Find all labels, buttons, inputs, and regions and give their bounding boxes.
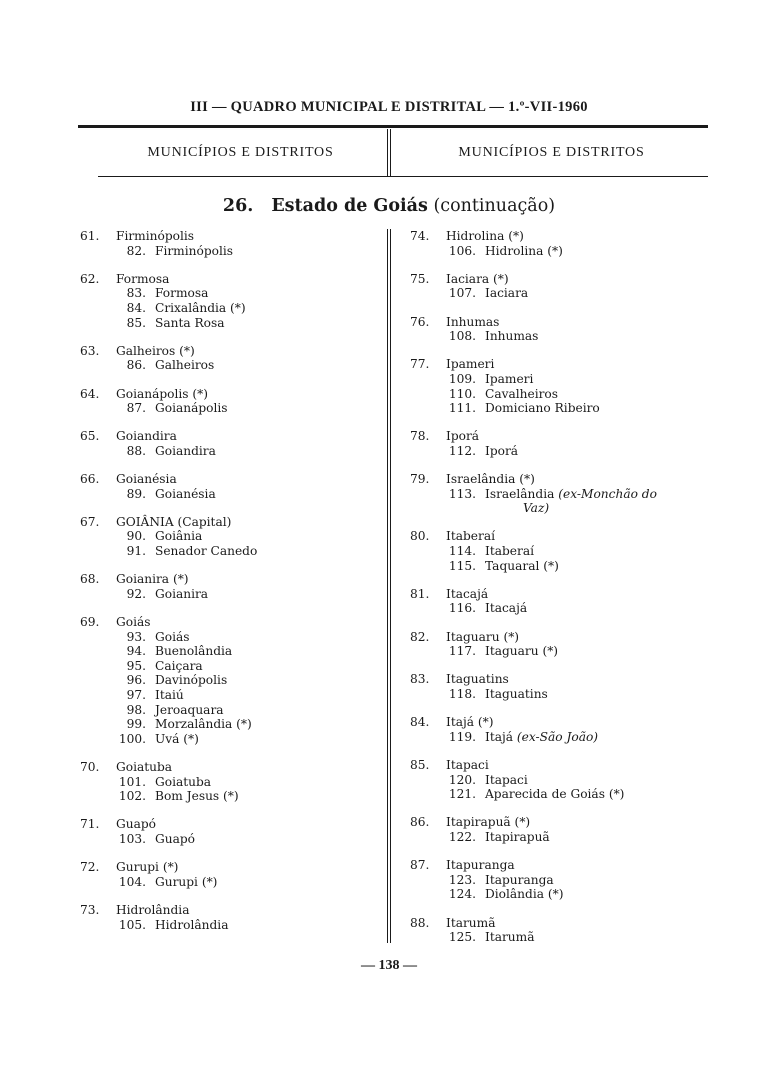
district-row [80,703,380,718]
district-name: Aparecida de Goiás (*) [485,787,625,802]
district-row [410,687,715,702]
district-row [410,773,715,788]
district-name: Morzalândia (*) [155,717,252,732]
municipality-name: Itaguatins [446,672,509,687]
municipality-row [80,903,380,918]
municipality-row [410,529,715,544]
district-number: 88. [126,443,146,458]
municipality-row [80,429,380,444]
column-divider [387,229,391,943]
district-name: Gurupi (*) [155,874,218,889]
district-name: Goiás [155,629,190,644]
municipality-number: 77. [410,357,430,372]
left-column-header: MUNICÍPIOS E DISTRITOS [147,145,334,160]
district-row [80,659,380,674]
district-note: (ex-São João) [516,729,599,744]
district-name: Goiânia [155,529,203,544]
district-number: 116. [448,601,476,616]
district-number: 100. [118,731,146,746]
municipality-number: 67. [80,514,100,529]
municipality-number: 75. [410,271,430,286]
municipality-name: Itaberaí [446,529,495,544]
page-number: — 138 — [361,958,417,973]
municipality-name: Hidrolina (*) [446,229,524,243]
municipality-row [410,229,715,244]
district-name: Davinópolis [155,673,228,688]
municipality-number: 76. [410,314,430,329]
municipality-name: Iaciara (*) [446,271,509,286]
district-row [80,688,380,703]
district-name: Goianésia [155,486,216,501]
municipality-row [410,630,715,645]
district-name: Itacajá [485,601,528,616]
district-number: 103. [118,831,146,846]
municipality-row [410,715,715,730]
municipality-row [410,315,715,330]
municipality-entry [410,472,715,516]
municipality-name: Gurupi (*) [116,860,179,875]
district-row [410,644,715,659]
district-number: 109. [448,371,476,386]
municipality-name: Iporá [446,429,480,444]
municipality-row [80,615,380,630]
municipality-name: Firminópolis [116,229,195,243]
municipality-entry [80,615,380,746]
district-row [80,875,380,890]
municipality-row [80,817,380,832]
municipality-name: GOIÂNIA (Capital) [116,514,232,529]
district-row [410,930,715,945]
municipality-number: 68. [80,572,100,587]
municipality-entry [80,472,380,501]
district-name: Firminópolis [155,243,234,258]
district-number: 84. [126,300,146,315]
district-row [410,873,715,888]
district-number: 107. [448,286,476,301]
district-name: Crixalândia (*) [155,300,246,315]
municipality-number: 63. [80,343,100,358]
district-name: Goiatuba [155,774,212,789]
district-name: Jeroaquara [155,702,224,717]
district-number: 112. [448,443,476,458]
district-row [80,673,380,688]
district-name: Diolândia (*) [485,887,564,902]
municipality-number: 80. [410,529,430,544]
municipality-entry [410,630,715,659]
district-name: Itarumã [485,930,535,945]
municipality-name: Itajá (*) [446,715,494,730]
municipality-row [80,760,380,775]
municipality-number: 87. [410,858,430,873]
municipality-row [410,916,715,931]
municipality-number: 71. [80,817,100,832]
municipality-name: Inhumas [446,314,500,329]
district-row [410,544,715,559]
district-number: 124. [448,887,476,902]
district-note-continuation: Vaz) [523,501,550,516]
municipality-name: Goianira (*) [116,572,189,587]
district-name: Inhumas [485,329,539,344]
municipality-row [410,758,715,773]
municipality-row [410,815,715,830]
district-name: Goianira [155,586,209,601]
municipality-row [80,572,380,587]
municipality-name: Hidrolândia [116,902,190,917]
municipality-row [410,672,715,687]
district-name: Bom Jesus (*) [155,789,239,804]
municipality-entry [410,529,715,573]
district-number: 83. [126,286,146,301]
district-name: Iporá [485,443,519,458]
district-name: Santa Rosa [155,315,225,330]
district-name: Guapó [155,831,195,846]
district-number: 108. [448,329,476,344]
municipality-entry [410,587,715,616]
municipality-entry [80,515,380,559]
municipality-name: Goiandira [116,429,177,444]
municipality-number: 69. [80,615,100,630]
district-number: 125. [448,930,476,945]
district-number: 118. [448,687,476,701]
municipality-number: 65. [80,429,100,444]
district-number: 115. [448,558,476,573]
municipality-name: Itapirapuã (*) [446,815,531,830]
district-number: 117. [448,644,476,659]
municipality-number: 61. [80,229,100,243]
district-row [80,487,380,502]
header-bottom-rule [98,176,708,177]
municipality-entry [410,429,715,458]
municipality-row [410,429,715,444]
district-row [80,775,380,790]
district-row [410,887,715,902]
section-title [0,196,778,216]
municipality-entry [80,860,380,889]
district-row [410,487,715,502]
district-row [80,717,380,732]
district-number: 114. [448,544,476,559]
district-name: Itapaci [485,772,528,787]
district-note: (ex-Monchão do [558,486,657,501]
district-row [410,372,715,387]
municipality-entry [410,815,715,844]
municipality-name: Goiatuba [116,759,173,774]
district-number: 101. [118,774,146,789]
municipality-entry [410,315,715,344]
district-row [410,730,715,745]
municipality-row [410,858,715,873]
district-number: 111. [448,401,476,416]
municipality-row [80,272,380,287]
district-number: 122. [448,829,476,844]
district-number: 102. [118,789,146,804]
municipality-row [80,387,380,402]
municipality-row [410,472,715,487]
municipality-number: 70. [80,759,100,774]
district-row [80,244,380,259]
district-row [80,316,380,331]
district-row [410,830,715,845]
district-name: Taquaral (*) [485,558,559,573]
district-number: 92. [126,586,146,601]
district-name: Israelândia [485,486,555,501]
municipality-name: Itarumã [446,915,496,930]
district-row [80,587,380,602]
municipality-row [80,229,380,244]
section-note: (continuação) [433,196,556,216]
district-name: Domiciano Ribeiro [485,401,600,416]
district-number: 105. [118,917,146,932]
municipality-number: 79. [410,472,430,487]
municipality-entry [410,715,715,744]
district-number: 119. [448,729,476,744]
right-column [410,229,715,958]
header-rule [78,125,708,128]
district-row [80,286,380,301]
left-column [80,229,380,946]
municipality-number: 86. [410,815,430,830]
district-name: Iaciara [485,286,529,301]
section-state: Estado de Goiás [271,196,428,216]
municipality-number: 84. [410,715,430,730]
district-number: 85. [126,315,146,330]
district-number: 89. [126,486,146,501]
municipality-entry [80,760,380,804]
municipality-number: 62. [80,271,100,286]
district-name: Uvá (*) [155,731,199,746]
district-number: 96. [126,673,146,688]
municipality-row [80,515,380,530]
municipality-entry [80,429,380,458]
district-name: Formosa [155,286,209,301]
district-number: 93. [126,629,146,644]
district-row [410,787,715,802]
municipality-number: 64. [80,386,100,401]
municipality-number: 83. [410,672,430,687]
right-column-header: MUNICÍPIOS E DISTRITOS [458,145,645,160]
municipality-number: 74. [410,229,430,243]
district-row [410,329,715,344]
district-name: Itaiú [155,688,184,702]
district-row [80,401,380,416]
municipality-entry [80,344,380,373]
municipality-name: Itaguaru (*) [446,629,520,644]
district-name: Senador Canedo [155,544,258,559]
municipality-entry [80,272,380,330]
running-title: III — QUADRO MUNICIPAL E DISTRITAL — 1.º-VII-1960 [190,99,588,115]
municipality-entry [410,672,715,701]
district-name: Itajá [485,729,514,744]
municipality-name: Guapó [116,817,156,832]
municipality-number: 82. [410,629,430,644]
district-name: Goiandira [155,443,216,458]
district-row [410,559,715,574]
municipality-name: Ipameri [446,357,495,372]
district-row [410,444,715,459]
municipality-name: Formosa [116,271,170,286]
district-number: 123. [448,872,476,887]
municipality-number: 78. [410,429,430,444]
district-name: Itapuranga [485,872,554,887]
municipality-name: Galheiros (*) [116,343,195,358]
municipality-number: 72. [80,860,100,875]
municipality-row [410,357,715,372]
district-number: 91. [126,544,146,559]
municipality-entry [80,572,380,601]
district-number: 113. [448,486,476,501]
district-name: Itapirapuã [485,829,550,844]
district-name: Hidrolândia [155,917,229,932]
municipality-row [80,472,380,487]
district-row [410,244,715,259]
district-name: Itaberaí [485,544,534,559]
municipality-number: 85. [410,757,430,772]
district-row [80,832,380,847]
municipality-name: Itapaci [446,757,489,772]
district-row [410,286,715,301]
district-name: Itaguatins [485,687,548,701]
municipality-entry [80,817,380,846]
municipality-name: Itapuranga [446,858,515,873]
district-row [80,544,380,559]
district-number: 90. [126,529,146,544]
district-number: 82. [126,243,146,258]
district-number: 86. [126,358,146,373]
municipality-entry [410,229,715,258]
district-number: 94. [126,644,146,659]
district-number: 104. [118,874,146,889]
district-number: 106. [448,243,476,258]
municipality-name: Itacajá [446,586,489,601]
district-row [80,358,380,373]
municipality-entry [410,916,715,945]
municipality-row [410,587,715,602]
district-row [80,529,380,544]
district-number: 121. [448,787,476,802]
municipality-entry [80,903,380,932]
municipality-entry [410,357,715,415]
municipality-number: 88. [410,915,430,930]
municipality-number: 81. [410,586,430,601]
municipality-number: 73. [80,902,100,917]
district-number: 99. [126,717,146,732]
municipality-row [410,272,715,287]
district-name: Itaguaru (*) [485,644,559,659]
municipality-entry [410,758,715,802]
district-name: Cavalheiros [485,386,559,401]
municipality-entry [410,272,715,301]
municipality-name: Israelândia (*) [446,472,535,487]
municipality-number: 66. [80,472,100,487]
district-number: 95. [126,658,146,673]
district-name: Ipameri [485,371,534,386]
district-row [410,401,715,416]
district-number: 98. [126,702,146,717]
district-name: Buenolândia [155,644,233,659]
district-number: 120. [448,772,476,787]
section-number: 26. [222,196,254,216]
district-name: Goianápolis [155,401,228,416]
district-name: Galheiros [155,358,215,373]
municipality-row [80,860,380,875]
district-row [80,630,380,645]
district-row [80,644,380,659]
column-divider-header [387,129,391,176]
district-number: 87. [126,401,146,416]
district-name: Caiçara [155,658,203,673]
district-name: Hidrolina (*) [485,243,563,258]
municipality-entry [410,858,715,902]
municipality-row [80,344,380,359]
district-row [80,301,380,316]
district-row [80,789,380,804]
district-row [410,387,715,402]
district-number: 110. [448,386,476,401]
district-row [410,601,715,616]
municipality-name: Goianápolis (*) [116,386,209,401]
municipality-entry [80,229,380,258]
municipality-name: Goianésia [116,472,177,487]
district-row [80,732,380,747]
district-number: 97. [126,688,146,702]
district-row [80,918,380,933]
municipality-entry [80,387,380,416]
district-row [80,444,380,459]
municipality-name: Goiás [116,615,151,630]
